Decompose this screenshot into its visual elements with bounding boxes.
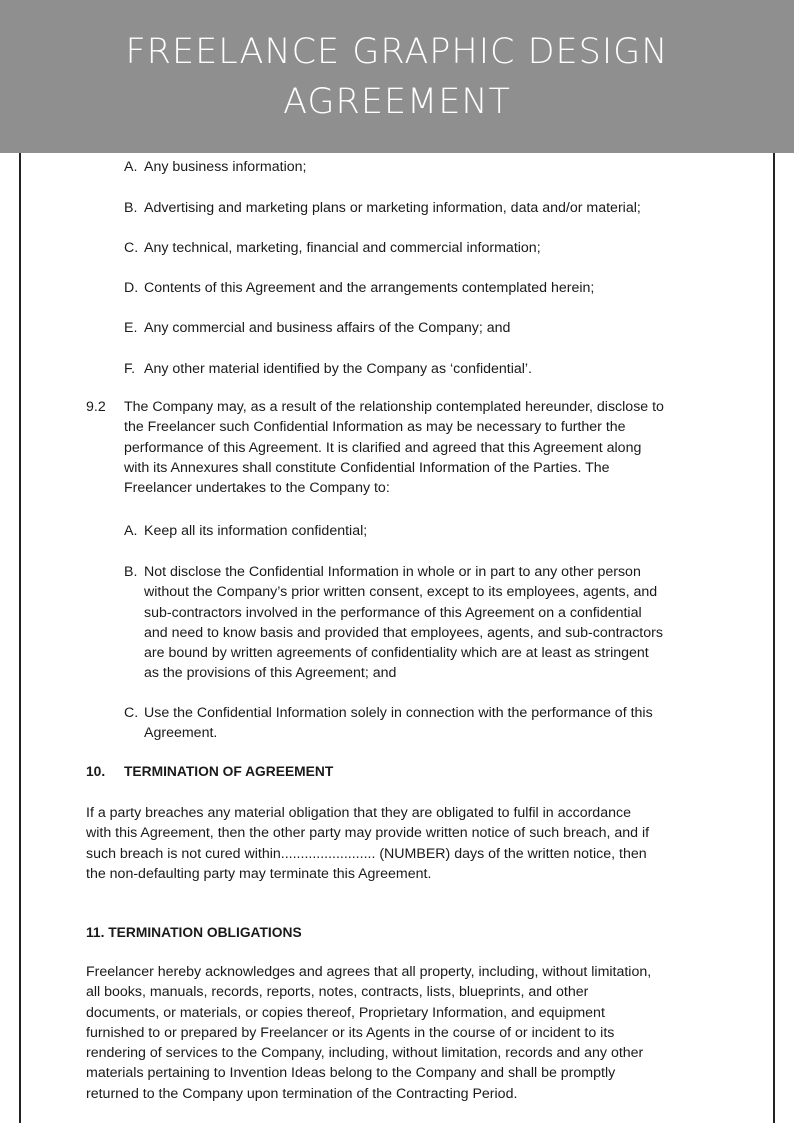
list-item	[124, 562, 663, 684]
text-line: Freelancer hereby acknowledges and agrees that all property, including, without limitation,	[86, 964, 652, 980]
item-label: C.	[124, 240, 139, 256]
text-line: returned to the Company upon termination of the Contracting Period.	[86, 1085, 518, 1102]
list-item	[124, 318, 511, 338]
text-line: Any commercial and business affairs of the Company; and	[144, 320, 511, 336]
item-label: 9.2	[86, 399, 106, 415]
text-line: Any other material identified by the Company as ‘confidential’.	[144, 361, 533, 377]
text-line: and need to know basis and provided that employees, agents, and sub-contractors	[144, 624, 663, 641]
text-line: are bound by written agreements of confidentiality which are at least as stringent	[144, 645, 649, 662]
text-line: materials pertaining to Invention Ideas belong to the Company and shall be promptly	[86, 1065, 616, 1082]
list-item	[124, 238, 541, 258]
title-line: AGREEMENT	[283, 82, 511, 122]
item-label: D.	[124, 280, 139, 296]
text-line: Contents of this Agreement and the arrangements contemplated herein;	[144, 280, 595, 296]
title-line: FREELANCE GRAPHIC DESIGN	[125, 32, 669, 72]
section-11-paragraph	[86, 962, 651, 1104]
item-label: A.	[124, 159, 138, 175]
text-line: without the Company’s prior written consent, except to its employees, agents, and	[144, 584, 658, 601]
text-line: documents, or materials, or copies thereof, Proprietary Information, and equipment	[86, 1004, 605, 1021]
text-line: with its Annexures shall constitute Confidential Information of the Parties. The	[124, 459, 610, 476]
text-line: the non-defaulting party may terminate this Agreement.	[86, 865, 432, 882]
text-line: with this Agreement, then the other party may provide written notice of such breach, and if	[86, 825, 650, 842]
page-border-left	[19, 153, 21, 1123]
text-line: Any technical, marketing, financial and commercial information;	[144, 240, 541, 256]
list-item	[124, 278, 595, 298]
text-line: Any business information;	[144, 159, 307, 175]
list-item	[124, 198, 641, 218]
text-line: rendering of services to the Company, including, without limitation, records and any other	[86, 1045, 644, 1062]
item-label: 10.	[86, 764, 106, 779]
section-10-heading	[86, 762, 334, 782]
text-line: sub-contractors involved in the performance of this Agreement on a confidential	[144, 604, 642, 621]
text-line: as the provisions of this Agreement; and	[144, 665, 397, 682]
list-item	[124, 157, 307, 177]
text-line: Not disclose the Confidential Information in whole or in part to any other person	[144, 564, 641, 580]
section-10-paragraph	[86, 803, 649, 884]
section-11-heading: 11. TERMINATION OBLIGATIONS	[86, 925, 302, 940]
text-line: performance of this Agreement. It is clarified and agreed that this Agreement along	[124, 439, 642, 456]
text-line: furnished to or prepared by Freelancer or its Agents in the course of or incident to its	[86, 1024, 615, 1041]
list-item	[124, 359, 533, 379]
section-heading: TERMINATION OF AGREEMENT	[124, 764, 334, 779]
text-line: Advertising and marketing plans or marketing information, data and/or material;	[144, 200, 641, 216]
text-line: If a party breaches any material obligation that they are obligated to fulfil in accordance	[86, 805, 631, 821]
text-line: the Freelancer such Confidential Information as may be necessary to further the	[124, 419, 626, 436]
list-item	[124, 703, 653, 744]
page-border-right	[773, 153, 775, 1123]
text-line: Freelancer undertakes to the Company to:	[124, 480, 390, 497]
title-banner	[0, 0, 794, 153]
text-line: Use the Confidential Information solely in connection with the performance of this	[144, 705, 653, 721]
item-label: E.	[124, 320, 138, 336]
text-line: Agreement.	[144, 725, 218, 742]
text-line: all books, manuals, records, reports, notes, contracts, lists, blueprints, and other	[86, 984, 589, 1001]
text-line: such breach is not cured within........................ (NUMBER) days of the written notice, then	[86, 845, 647, 862]
item-label: C.	[124, 705, 139, 721]
clause-9-2	[86, 397, 664, 498]
item-label: B.	[124, 200, 138, 216]
text-line: The Company may, as a result of the relationship contemplated hereunder, disclose to	[124, 399, 664, 415]
list-item	[124, 521, 368, 541]
item-label: F.	[124, 361, 136, 377]
text-line: Keep all its information confidential;	[144, 523, 368, 539]
item-label: A.	[124, 523, 138, 539]
item-label: B.	[124, 564, 138, 580]
